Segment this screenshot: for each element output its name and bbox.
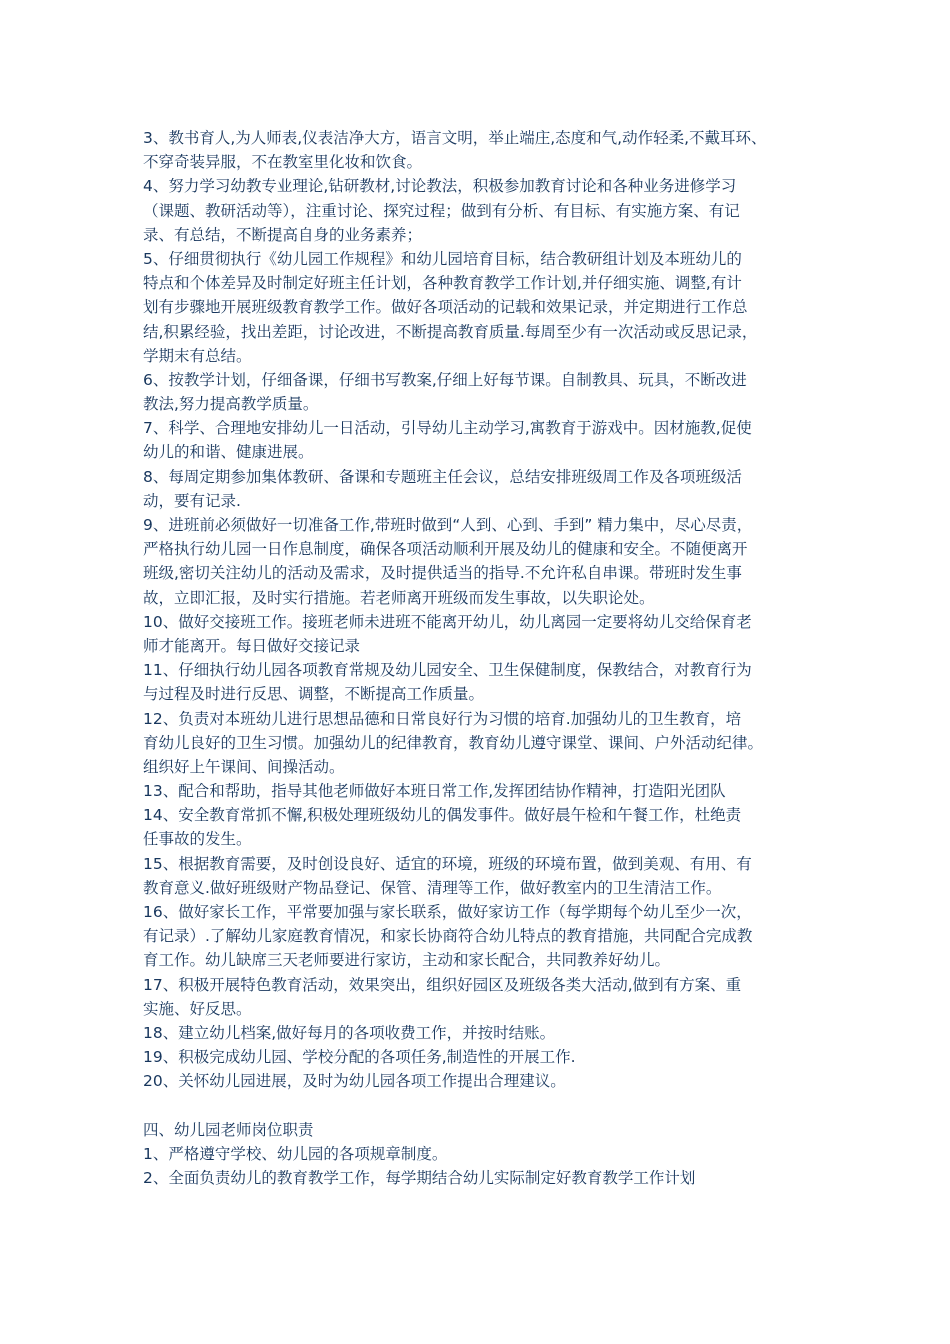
text-line: 教育意义.做好班级财产物品登记、保管、清理等工作，做好教室内的卫生清洁工作。 <box>143 878 722 897</box>
text-line: （课题、教研活动等），注重讨论、探究过程；做到有分析、有目标、有实施方案、有记 <box>143 201 740 220</box>
text-line: 录、有总结，不断提高自身的业务素养； <box>143 225 423 244</box>
list-item <box>143 174 815 247</box>
text-line: 11、仔细执行幼儿园各项教育常规及幼儿园安全、卫生保健制度，保教结合，对教育行为 <box>143 661 752 680</box>
text-line: 15、根据教育需要，及时创设良好、适宜的环境，班级的环境布置，做到美观、有用、有 <box>143 854 752 873</box>
list-item <box>143 1166 815 1190</box>
text-line: 4、努力学习幼教专业理论,钻研教材,讨论教法，积极参加教育讨论和各种业务进修学习 <box>143 177 737 196</box>
text-line: 17、积极开展特色教育活动，效果突出，组织好园区及班级各类大活动,做到有方案、重 <box>143 975 742 994</box>
text-line: 3、教书育人,为人师表,仪表洁净大方，语言文明，举止端庄,态度和气,动作轻柔,不戴耳环、 <box>143 129 767 147</box>
text-line: 9、进班前必须做好一切准备工作,带班时做到“人到、心到、手到” 精力集中，尽心尽责， <box>143 516 753 534</box>
list-item <box>143 973 815 1021</box>
text-line: 教法,努力提高教学质量。 <box>143 395 319 414</box>
text-line: 学期末有总结。 <box>143 346 252 365</box>
text-line: 严格执行幼儿园一日作息制度，确保各项活动顺利开展及幼儿的健康和安全。不随便离开 <box>143 540 748 559</box>
text-line: 16、做好家长工作，平常要加强与家长联系，做好家访工作（每学期每个幼儿至少一次， <box>143 903 752 921</box>
duty-list <box>143 126 815 1094</box>
text-line: 7、科学、合理地安排幼儿一日活动，引导幼儿主动学习,寓教育于游戏中。因材施教,促使 <box>143 419 752 438</box>
text-line: 18、建立幼儿档案,做好每月的各项收费工作，并按时结账。 <box>143 1023 556 1042</box>
list-item <box>143 1142 815 1166</box>
document-body <box>143 126 815 1190</box>
text-line: 20、关怀幼儿园进展，及时为幼儿园各项工作提出合理建议。 <box>143 1072 566 1091</box>
text-line: 12、负责对本班幼儿进行思想品德和日常良好行为习惯的培育.加强幼儿的卫生教育，培 <box>143 709 742 728</box>
text-line: 故，立即汇报，及时实行措施。若老师离开班级而发生事故，以失职论处。 <box>143 588 655 607</box>
text-line: 14、安全教育常抓不懈,积极处理班级幼儿的偶发事件。做好晨午检和午餐工作，杜绝责 <box>143 806 742 825</box>
text-line: 不穿奇装异服，不在教室里化妆和饮食。 <box>143 153 423 172</box>
text-line: 动，要有记录. <box>143 491 241 510</box>
list-item <box>143 610 815 658</box>
list-item <box>143 416 815 464</box>
text-line: 10、做好交接班工作。接班老师未进班不能离开幼儿，幼儿离园一定要将幼儿交给保育老 <box>143 612 752 631</box>
paragraph-gap <box>143 1094 815 1118</box>
list-item <box>143 126 815 174</box>
list-item <box>143 247 815 368</box>
text-line: 任事故的发生。 <box>143 830 252 849</box>
list-item <box>143 803 815 851</box>
text-line: 13、配合和帮助，指导其他老师做好本班日常工作,发挥团结协作精神，打造阳光团队 <box>143 782 726 801</box>
text-line: 5、仔细贯彻执行《幼儿园工作规程》和幼儿园培育目标，结合教研组计划及本班幼儿的 <box>143 249 742 268</box>
text-line: 19、积极完成幼儿园、学校分配的各项任务,制造性的开展工作. <box>143 1048 576 1067</box>
section-heading: 四、幼儿园老师岗位职责 <box>143 1120 314 1139</box>
list-item <box>143 1021 815 1045</box>
list-item <box>143 852 815 900</box>
text-line: 育幼儿良好的卫生习惯。加强幼儿的纪律教育，教育幼儿遵守课堂、课间、户外活动纪律。 <box>143 733 764 752</box>
text-line: 1、严格遵守学校、幼儿园的各项规章制度。 <box>143 1144 448 1163</box>
list-item <box>143 465 815 513</box>
text-line: 幼儿的和谐、健康进展。 <box>143 443 314 462</box>
list-item <box>143 1069 815 1093</box>
text-line: 8、每周定期参加集体教研、备课和专题班主任会议，总结安排班级周工作及各项班级活 <box>143 467 742 486</box>
text-line: 班级,密切关注幼儿的活动及需求，及时提供适当的指导.不允许私自串课。带班时发生事 <box>143 564 742 583</box>
text-line: 组织好上午课间、间操活动。 <box>143 757 345 776</box>
list-item <box>143 658 815 706</box>
text-line: 育工作。幼儿缺席三天老师要进行家访，主动和家长配合，共同教养好幼儿。 <box>143 951 671 970</box>
list-item <box>143 1045 815 1069</box>
teacher-duty-list <box>143 1142 815 1190</box>
text-line: 2、全面负责幼儿的教育教学工作，每学期结合幼儿实际制定好教育教学工作计划 <box>143 1169 696 1188</box>
text-line: 有记录）.了解幼儿家庭教育情况，和家长协商符合幼儿特点的教育措施，共同配合完成教 <box>143 927 753 946</box>
list-item <box>143 707 815 780</box>
text-line: 划有步骤地开展班级教育教学工作。做好各项活动的记载和效果记录，并定期进行工作总 <box>143 298 748 317</box>
text-line: 特点和个体差异及时制定好班主任计划，各种教育教学工作计划,并仔细实施、调整,有计 <box>143 274 742 293</box>
text-line: 实施、好反思。 <box>143 999 252 1018</box>
list-item <box>143 368 815 416</box>
text-line: 师才能离开。每日做好交接记录 <box>143 636 361 655</box>
text-line: 结,积累经验，找出差距，讨论改进，不断提高教育质量.每周至少有一次活动或反思记录， <box>143 322 758 341</box>
text-line: 与过程及时进行反思、调整，不断提高工作质量。 <box>143 685 485 704</box>
text-line: 6、按教学计划，仔细备课，仔细书写教案,仔细上好每节课。自制教具、玩具，不断改进 <box>143 370 747 389</box>
list-item <box>143 900 815 973</box>
list-item <box>143 779 815 803</box>
list-item <box>143 513 815 610</box>
